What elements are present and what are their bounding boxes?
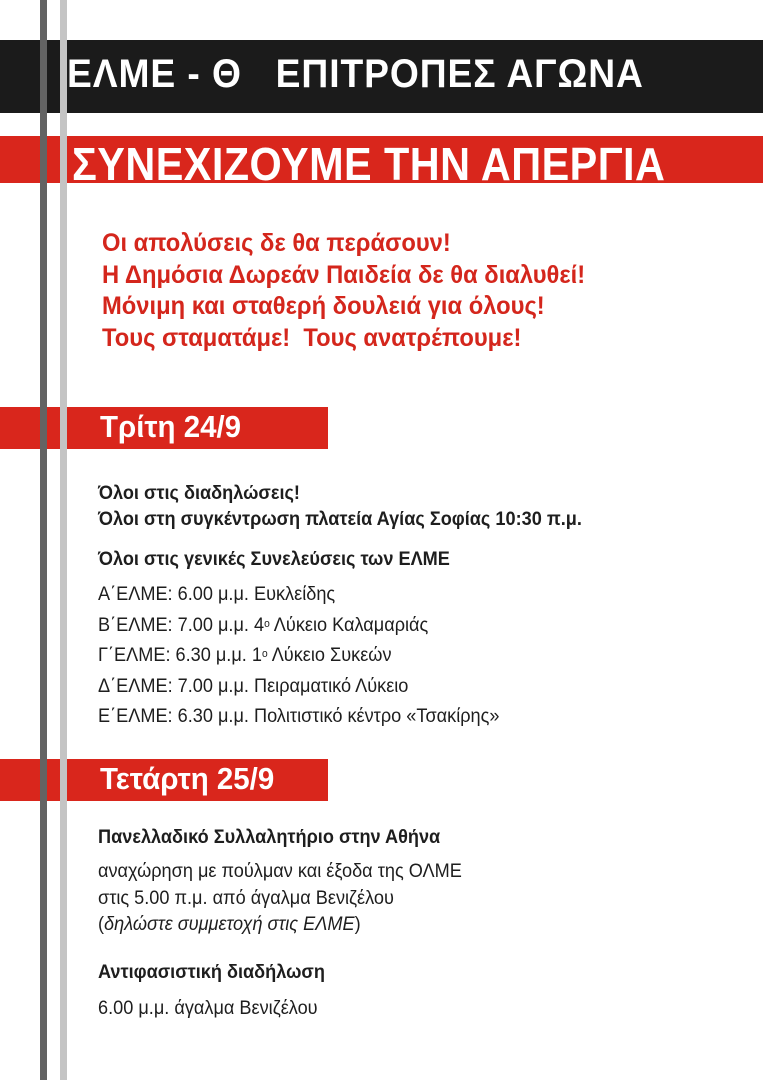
assembly-item: Δ΄ΕΛΜΕ: 7.00 μ.μ. Πειραματικό Λύκειο [98,674,409,697]
assemblies-list [98,579,530,732]
wednesday-label: Τετάρτη 25/9 [100,761,275,796]
rally-title: Πανελλαδικό Συλλαλητήριο στην Αθήνα [98,826,441,848]
rally-details [98,858,489,938]
vertical-bar-light [60,0,67,1080]
assembly-item: Γ΄ΕΛΜΕ: 6.30 μ.μ. $1^o$ Λύκειο Συκεών [98,644,392,666]
rally-line: στις 5.00 π.μ. από άγαλμα Βενιζέλου [98,886,394,909]
rally-note: (δηλώστε συμμετοχή στις ΕΛΜΕ) [98,913,361,935]
antifa-title: Αντιφασιστική διαδήλωση [98,961,325,983]
headline-line: Όλοι στη συγκέντρωση πλατεία Αγίας Σοφίας 10:30 π.μ. [98,508,582,530]
vertical-bar-dark [40,0,47,1080]
rally-line: αναχώρηση με πούλμαν και έξοδα της ΟΛΜΕ [98,860,462,882]
antifa-detail: 6.00 μ.μ. άγαλμα Βενιζέλου [98,997,318,1019]
assembly-item: Β΄ΕΛΜΕ: 7.00 μ.μ. $4^o$ Λύκειο Καλαμαριάς [98,613,429,636]
slogan-line: Η Δημόσια Δωρεάν Παιδεία δε θα διαλυθεί! [102,260,586,289]
assembly-item: Ε΄ΕΛΜΕ: 6.30 μ.μ. Πολιτιστικό κέντρο «Τσακίρης» [98,705,500,727]
slogan-line: Τους σταματάμε! Τους ανατρέπουμε! [102,323,522,352]
assembly-item: Α΄ΕΛΜΕ: 6.00 μ.μ. Ευκλείδης [98,583,336,605]
header-title: ΕΛΜΕ - Θ ΕΠΙΤΡΟΠΕΣ ΑΓΩΝΑ [67,52,644,96]
slogans [102,228,611,354]
tuesday-headlines [98,480,618,532]
slogan-line: Οι απολύσεις δε θα περάσουν! [102,229,451,257]
tuesday-label: Τρίτη 24/9 [100,409,242,444]
assemblies-title: Όλοι στις γενικές Συνελεύσεις των ΕΛΜΕ [98,548,450,570]
slogan-line: Μόνιμη και σταθερή δουλειά για όλους! [102,292,545,320]
strike-banner-title: ΣΥΝΕΧΙΖΟΥΜΕ ΤΗΝ ΑΠΕΡΓΙΑ [72,138,666,190]
headline-line: Όλοι στις διαδηλώσεις! [98,482,300,504]
